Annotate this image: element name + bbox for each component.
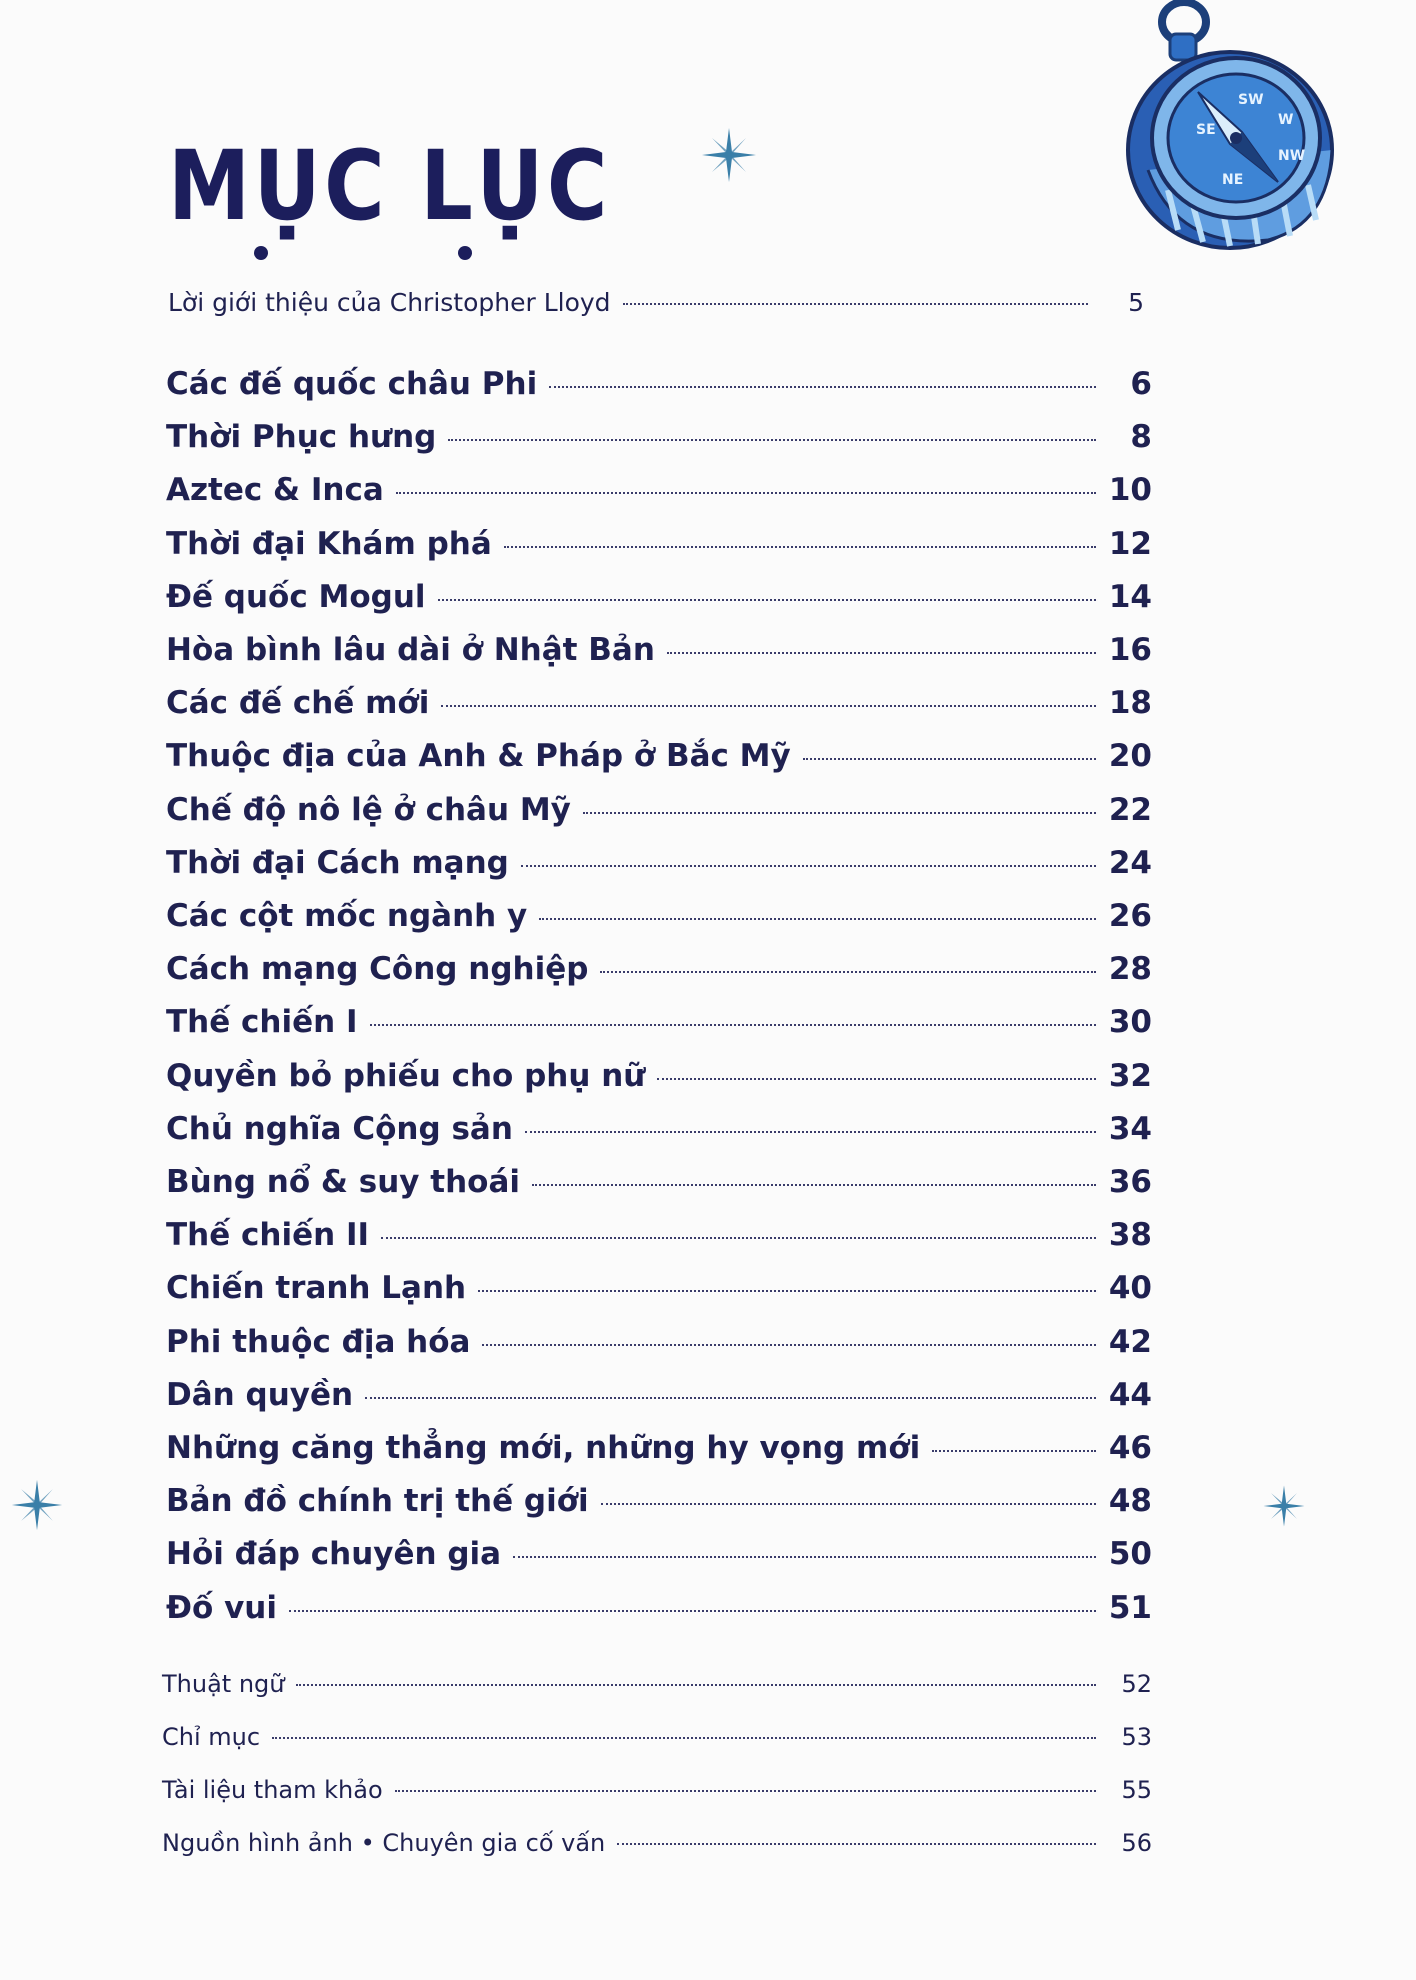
dot-leader bbox=[395, 1790, 1096, 1792]
toc-entry-label: Bản đồ chính trị thế giới bbox=[166, 1483, 589, 1520]
toc-entry-label: Phi thuộc địa hóa bbox=[166, 1323, 471, 1360]
toc-entry[interactable] bbox=[166, 366, 1152, 412]
toc-entry-page: 12 bbox=[1108, 525, 1152, 562]
toc-entry-page: 10 bbox=[1108, 472, 1152, 509]
toc-entry-page: 26 bbox=[1108, 898, 1152, 934]
toc-entry-page: 48 bbox=[1108, 1483, 1152, 1520]
toc-entry-label: Lời giới thiệu của Christopher Lloyd bbox=[168, 288, 611, 317]
dot-leader bbox=[441, 705, 1096, 707]
toc-entry-page: 34 bbox=[1108, 1110, 1152, 1147]
toc-entry[interactable] bbox=[166, 1111, 1152, 1157]
page-title: MỤC LỤC bbox=[168, 130, 611, 242]
toc-entry[interactable] bbox=[162, 1776, 1152, 1822]
toc-entry-label: Đố vui bbox=[166, 1589, 277, 1626]
toc-entry[interactable] bbox=[166, 951, 1152, 997]
dot-leader bbox=[482, 1344, 1096, 1346]
dot-leader bbox=[539, 918, 1096, 920]
toc-entry-label: Quyền bỏ phiếu cho phụ nữ bbox=[166, 1057, 646, 1094]
dot-leader bbox=[803, 758, 1096, 760]
toc-entry[interactable] bbox=[166, 792, 1152, 838]
toc-entry-page: 38 bbox=[1108, 1217, 1152, 1254]
toc-entry-page: 5 bbox=[1128, 288, 1144, 317]
toc-entry-page: 46 bbox=[1108, 1430, 1152, 1466]
toc-entry[interactable] bbox=[166, 1058, 1152, 1104]
dot-leader bbox=[448, 439, 1096, 441]
toc-entry-label: Cách mạng Công nghiệp bbox=[166, 951, 589, 988]
dot-leader bbox=[657, 1078, 1096, 1080]
toc-entry-page: 16 bbox=[1108, 632, 1152, 668]
toc-entry-label: Hỏi đáp chuyên gia bbox=[166, 1536, 502, 1573]
compass-letter-se: SE bbox=[1196, 122, 1216, 138]
dot-leader bbox=[532, 1184, 1096, 1186]
toc-entry[interactable] bbox=[166, 579, 1152, 625]
toc-entry-label: Đế quốc Mogul bbox=[166, 578, 426, 615]
dot-leader bbox=[289, 1610, 1096, 1612]
toc-entry[interactable] bbox=[166, 1430, 1152, 1476]
toc-entry-label: Những căng thẳng mới, những hy vọng mới bbox=[166, 1430, 921, 1466]
toc-entry-label: Thuật ngữ bbox=[162, 1670, 285, 1698]
toc-entry-label: Hòa bình lâu dài ở Nhật Bản bbox=[166, 632, 655, 668]
toc-entry-label: Các cột mốc ngành y bbox=[166, 898, 528, 934]
toc-entry[interactable] bbox=[162, 1670, 1152, 1716]
compass-letter-nw: NW bbox=[1278, 148, 1306, 164]
toc-entry[interactable] bbox=[166, 1377, 1152, 1423]
dot-leader bbox=[600, 971, 1096, 973]
toc-entry-page: 32 bbox=[1108, 1057, 1152, 1094]
dot-leader bbox=[617, 1843, 1096, 1845]
dot-leader bbox=[549, 386, 1096, 388]
toc-entry-label: Các đế quốc châu Phi bbox=[166, 366, 538, 402]
dot-leader bbox=[521, 865, 1096, 867]
compass-letter-w: W bbox=[1278, 112, 1294, 128]
toc-entry-page: 22 bbox=[1108, 791, 1152, 828]
toc-entry-page: 40 bbox=[1108, 1270, 1152, 1307]
toc-entry-page: 8 bbox=[1130, 419, 1152, 456]
toc-entry-page: 53 bbox=[1121, 1723, 1152, 1751]
toc-entry-label: Chủ nghĩa Cộng sản bbox=[166, 1110, 513, 1147]
toc-entry-label: Chỉ mục bbox=[162, 1723, 261, 1751]
dot-leader bbox=[370, 1024, 1096, 1026]
dot-leader bbox=[601, 1503, 1096, 1505]
dot-leader bbox=[381, 1237, 1096, 1239]
toc-entry-page: 50 bbox=[1108, 1536, 1152, 1573]
toc-entry[interactable] bbox=[166, 1217, 1152, 1263]
toc-entry[interactable] bbox=[166, 526, 1152, 572]
dot-leader bbox=[623, 303, 1088, 305]
toc-entry[interactable] bbox=[162, 1829, 1152, 1875]
dot-leader bbox=[296, 1684, 1096, 1686]
dot-leader bbox=[438, 599, 1096, 601]
toc-entry-page: 18 bbox=[1108, 685, 1152, 722]
toc-entry-label: Thế chiến II bbox=[166, 1217, 370, 1254]
toc-entry[interactable] bbox=[166, 632, 1152, 678]
toc-entry-page: 44 bbox=[1108, 1376, 1152, 1413]
compass-letter-ne: NE bbox=[1222, 172, 1244, 188]
toc-entry[interactable] bbox=[166, 685, 1152, 731]
dot-leader bbox=[667, 652, 1096, 654]
toc-entry-label: Thời Phục hưng bbox=[166, 419, 437, 456]
toc-entry-label: Chiến tranh Lạnh bbox=[166, 1270, 467, 1307]
toc-entry-label: Chế độ nô lệ ở châu Mỹ bbox=[166, 791, 571, 828]
toc-entry[interactable] bbox=[166, 738, 1152, 784]
dot-leader bbox=[504, 546, 1096, 548]
toc-entry-page: 52 bbox=[1121, 1670, 1152, 1698]
dot-leader bbox=[478, 1290, 1096, 1292]
toc-entry[interactable] bbox=[162, 1723, 1152, 1769]
dot-leader bbox=[365, 1397, 1096, 1399]
toc-entry[interactable] bbox=[166, 1483, 1152, 1529]
toc-entry-label: Aztec & Inca bbox=[166, 472, 384, 509]
toc-entry-label: Thời đại Cách mạng bbox=[166, 844, 509, 881]
toc-entry-label: Bùng nổ & suy thoái bbox=[166, 1164, 520, 1200]
toc-entry-page: 30 bbox=[1108, 1004, 1152, 1041]
toc-entry-page: 20 bbox=[1108, 738, 1152, 775]
toc-entry[interactable] bbox=[166, 1004, 1152, 1050]
toc-entry-label: Thế chiến I bbox=[166, 1004, 358, 1041]
toc-entry[interactable] bbox=[166, 1536, 1152, 1582]
toc-entry[interactable] bbox=[166, 1270, 1152, 1316]
toc-entry-label: Nguồn hình ảnh • Chuyên gia cố vấn bbox=[162, 1829, 606, 1857]
compass-letter-sw: SW bbox=[1238, 92, 1264, 108]
toc-entry-page: 28 bbox=[1108, 951, 1152, 988]
dot-leader bbox=[513, 1556, 1096, 1558]
toc-entry[interactable] bbox=[166, 419, 1152, 465]
toc-entry-label: Tài liệu tham khảo bbox=[162, 1776, 383, 1804]
toc-entry-page: 6 bbox=[1130, 366, 1152, 402]
dot-leader bbox=[583, 812, 1096, 814]
toc-entry-page: 42 bbox=[1108, 1323, 1152, 1360]
toc-entry-label: Dân quyền bbox=[166, 1376, 354, 1413]
toc-entry-label: Thuộc địa của Anh & Pháp ở Bắc Mỹ bbox=[166, 738, 791, 775]
toc-entry-page: 14 bbox=[1108, 578, 1152, 615]
toc-entry[interactable] bbox=[166, 1590, 1152, 1636]
toc-entry-page: 24 bbox=[1108, 844, 1152, 881]
dot-leader bbox=[272, 1737, 1096, 1739]
toc-entry-page: 36 bbox=[1108, 1164, 1152, 1200]
toc-entry[interactable] bbox=[166, 845, 1152, 891]
toc-entry-page: 55 bbox=[1121, 1776, 1152, 1804]
toc-entry-page: 51 bbox=[1108, 1589, 1152, 1626]
toc-entry[interactable] bbox=[166, 472, 1152, 518]
toc-entry[interactable] bbox=[166, 1324, 1152, 1370]
toc-entry-intro[interactable] bbox=[168, 288, 1144, 334]
dot-leader bbox=[525, 1131, 1096, 1133]
toc-entry-label: Thời đại Khám phá bbox=[166, 525, 492, 562]
toc-entry-page: 56 bbox=[1121, 1829, 1152, 1857]
dot-leader bbox=[396, 492, 1096, 494]
dot-leader bbox=[932, 1450, 1096, 1452]
toc-entry[interactable] bbox=[166, 1164, 1152, 1210]
toc-entry-label: Các đế chế mới bbox=[166, 685, 430, 722]
toc-entry[interactable] bbox=[166, 898, 1152, 944]
